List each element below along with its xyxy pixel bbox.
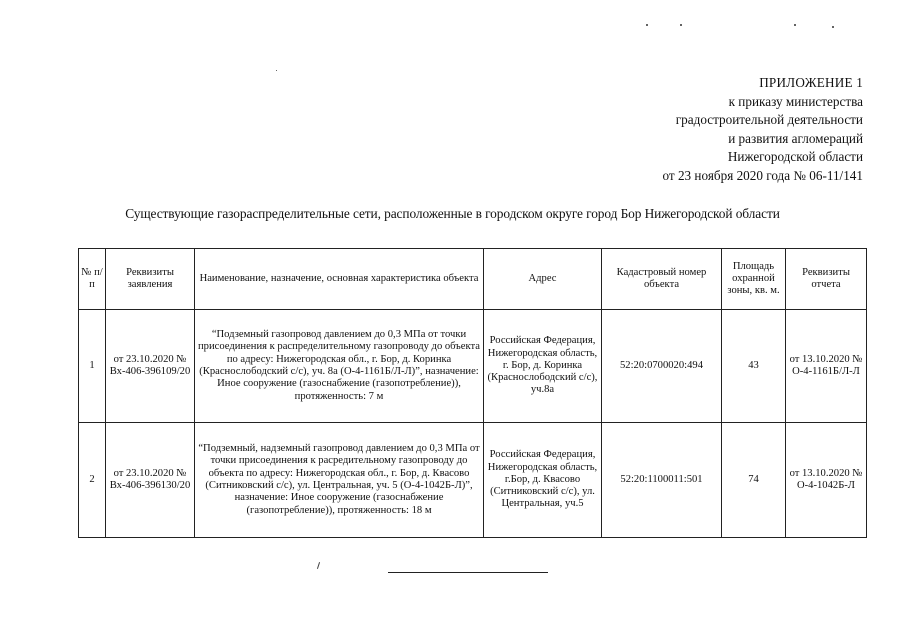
ministry-line: градостроительной деятельности bbox=[675, 112, 863, 128]
cell-num: 1 bbox=[79, 310, 106, 423]
pen-mark bbox=[317, 562, 320, 569]
cell-report: от 13.10.2020 № О-4-1042Б-Л bbox=[786, 423, 867, 538]
header-address: Адрес bbox=[484, 249, 602, 310]
table-row bbox=[79, 423, 867, 538]
header-report: Реквизиты отчета bbox=[786, 249, 867, 310]
ministry-line-2: и развития агломераций bbox=[728, 130, 863, 146]
header-cadastral: Кадастровый номер объекта bbox=[602, 249, 722, 310]
header-num: № п/п bbox=[79, 249, 106, 310]
cell-address: Российская Федерация, Нижегородская область, г. Бор, д. Коринка (Краснослободский с/с), уч.8а bbox=[484, 310, 602, 423]
gas-networks-table bbox=[78, 248, 867, 538]
document-title: Существующие газораспределительные сети, расположенные в городском округе город Бор Нижегородской области bbox=[125, 206, 780, 221]
cell-area: 43 bbox=[722, 310, 786, 423]
header-application: Реквизиты заявления bbox=[106, 249, 195, 310]
appendix-header bbox=[662, 74, 863, 186]
cell-cadastral: 52:20:0700020:494 bbox=[602, 310, 722, 423]
cell-description: “Подземный газопровод давлением до 0,3 МПа от точки присоединения к распределительному газопроводу до объекта по адресу: Нижегородская обл., г. Бор, д. Коринка (Краснослободский с/с), уч. 8а (О-4-1161Б/Л-Л)”, назначение: Иное сооружение (газоснабжение (газопотребление)), протяженность: 7 м bbox=[195, 310, 484, 423]
scan-speck bbox=[794, 24, 796, 26]
cell-num: 2 bbox=[79, 423, 106, 538]
header-description: Наименование, назначение, основная характеристика объекта bbox=[195, 249, 484, 310]
header-area: Площадь охранной зоны, кв. м. bbox=[722, 249, 786, 310]
scan-speck bbox=[832, 26, 834, 28]
scan-speck bbox=[646, 24, 648, 26]
cell-application: от 23.10.2020 № Вх-406-396130/20 bbox=[106, 423, 195, 538]
cell-description: “Подземный, надземный газопровод давлением до 0,3 МПа от точки присоединения к расредительному газопроводу до объекта по адресу: Нижегородская обл., г. Бор, д. Квасово (Ситниковский с/с), ул. Центральная, уч. 5 (О-4-1042Б-Л)”, назначение: Иное сооружение (газоснабжение (газопотребление)), протяженность: 18 м bbox=[195, 423, 484, 538]
signature-line bbox=[388, 572, 548, 573]
order-line: к приказу министерства bbox=[728, 93, 863, 109]
cell-area: 74 bbox=[722, 423, 786, 538]
cell-application: от 23.10.2020 № Вх-406-396109/20 bbox=[106, 310, 195, 423]
table-header-row bbox=[79, 249, 867, 310]
table-row bbox=[79, 310, 867, 423]
cell-report: от 13.10.2020 № О-4-1161Б/Л-Л bbox=[786, 310, 867, 423]
region-line: Нижегородской области bbox=[727, 149, 863, 165]
cell-address: Российская Федерация, Нижегородская область, г.Бор, д. Квасово (Ситниковский с/с), ул. Центральная, уч.5 bbox=[484, 423, 602, 538]
scan-speck bbox=[276, 70, 277, 71]
scan-speck bbox=[680, 24, 682, 26]
appendix-label: ПРИЛОЖЕНИЕ 1 bbox=[759, 75, 863, 90]
order-date-line: от 23 ноября 2020 года № 06-11/141 bbox=[662, 167, 863, 183]
cell-cadastral: 52:20:1100011:501 bbox=[602, 423, 722, 538]
